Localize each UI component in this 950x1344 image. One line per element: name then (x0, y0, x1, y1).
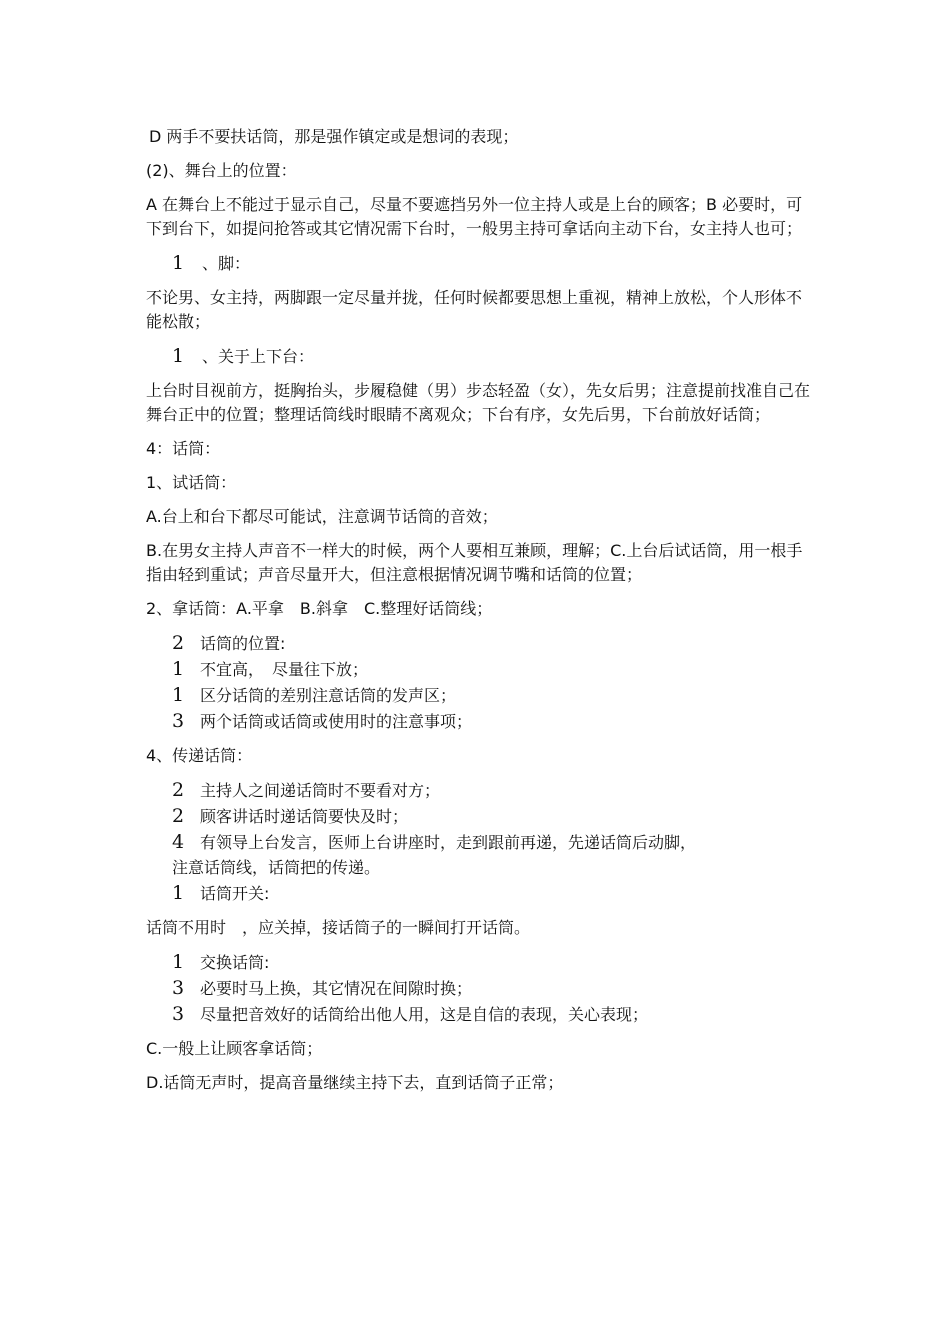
heading-test-microphone: 1、试话筒： (146, 473, 237, 492)
heading-hold-microphone: 2、拿话筒：A.平拿 B.斜拿 C.整理好话筒线； (146, 599, 493, 618)
item-number: 1 (172, 345, 185, 367)
list-item-text: 交换话筒: (200, 953, 270, 972)
list-item (172, 631, 816, 656)
item-label: 、脚： (202, 254, 251, 273)
list-item (172, 881, 816, 906)
list-item-number: 2 (172, 805, 185, 827)
paragraph-stage-ab: A 在舞台上不能过于显示自己，尽量不要遮挡另外一位主持人或是上台的顾客；B 必要时，可下到台下，如提问抢答或其它情况需下台时，一般男主持可拿话向主动下台，女主持人也可； (146, 195, 803, 238)
list-item-number: 2 (172, 779, 185, 801)
list-item-text: 话筒开关: (200, 884, 270, 903)
paragraph-c: C.一般上让顾客拿话筒； (146, 1039, 323, 1058)
paragraph-d-silent: D.话筒无声时，提高音量继续主持下去，直到话筒子正常； (146, 1073, 564, 1092)
paragraph-test-bc: B.在男女主持人声音不一样大的时候，两个人要相互兼顾，理解；C.上台后试话筒，用一根手指由轻到重试；声音尽量开大，但注意根据情况调节嘴和话筒的位置； (146, 541, 803, 584)
list-exchange-microphone (146, 950, 816, 1027)
list-item (172, 709, 816, 734)
list-item (172, 830, 816, 855)
list-item-number: 3 (172, 1003, 185, 1025)
list-item (172, 950, 816, 975)
list-item (172, 1002, 816, 1027)
list-item-number: 4 (172, 831, 185, 853)
list-item-number: 1 (172, 882, 185, 904)
paragraph-stage-updown: 上台时目视前方，挺胸抬头，步履稳健（男）步态轻盈（女），先女后男；注意提前找准自己在舞台正中的位置；整理话筒线时眼睛不离观众；下台有序，女先后男，下台前放好话筒； (146, 381, 811, 424)
list-item-text: 主持人之间递话筒时不要看对方； (200, 781, 441, 800)
list-item-text: 话筒的位置: (200, 634, 286, 653)
item-number: 1 (172, 252, 185, 274)
list-item-text: 两个话筒或话筒或使用时的注意事项； (200, 712, 473, 731)
list-item-text: 顾客讲话时递话筒要快及时； (200, 807, 409, 826)
list-item-continuation: 注意话筒线，话筒把的传递。 (172, 858, 381, 877)
paragraph-test-a: A.台上和台下都尽可能试，注意调节话筒的音效； (146, 507, 498, 526)
list-item (172, 976, 816, 1001)
paragraph-feet: 不论男、女主持，两脚跟一定尽量并拢，任何时候都要思想上重视，精神上放松，个人形体不能松散； (146, 288, 803, 331)
item-label: 、关于上下台： (202, 347, 315, 366)
list-microphone-position (146, 631, 816, 734)
list-item-text: 区分话筒的差别注意话筒的发声区； (200, 686, 457, 705)
list-item-number: 3 (172, 710, 185, 732)
list-item-text: 有领导上台发言，医师上台讲座时，走到跟前再递，先递话筒后动脚， (200, 833, 697, 852)
list-item-number: 1 (172, 684, 185, 706)
document-body (146, 125, 816, 1105)
list-item-number: 2 (172, 632, 185, 654)
list-item-number: 3 (172, 977, 185, 999)
list-item (172, 683, 816, 708)
numbered-item-stage-updown (146, 344, 816, 369)
list-item-text: 尽量把音效好的话筒给出他人用，这是自信的表现，关心表现； (200, 1005, 649, 1024)
list-pass-microphone (146, 778, 816, 906)
list-item-text: 不宜高， 尽量往下放； (200, 660, 369, 679)
list-item (172, 804, 816, 829)
list-item-text: 必要时马上换，其它情况在间隙时换； (200, 979, 473, 998)
list-item (172, 778, 816, 803)
list-item (172, 657, 816, 682)
list-item-number: 1 (172, 951, 185, 973)
list-item-number: 1 (172, 658, 185, 680)
paragraph-switch: 话筒不用时 ，应关掉，接话筒子的一瞬间打开话筒。 (146, 918, 531, 937)
numbered-item-feet (146, 251, 816, 276)
heading-stage-position: (2)、舞台上的位置： (146, 161, 297, 180)
paragraph-d-hands: D 两手不要扶话筒，那是强作镇定或是想词的表现； (149, 127, 519, 146)
heading-microphone: 4：话筒： (146, 439, 221, 458)
heading-pass-microphone: 4、传递话筒： (146, 746, 253, 765)
